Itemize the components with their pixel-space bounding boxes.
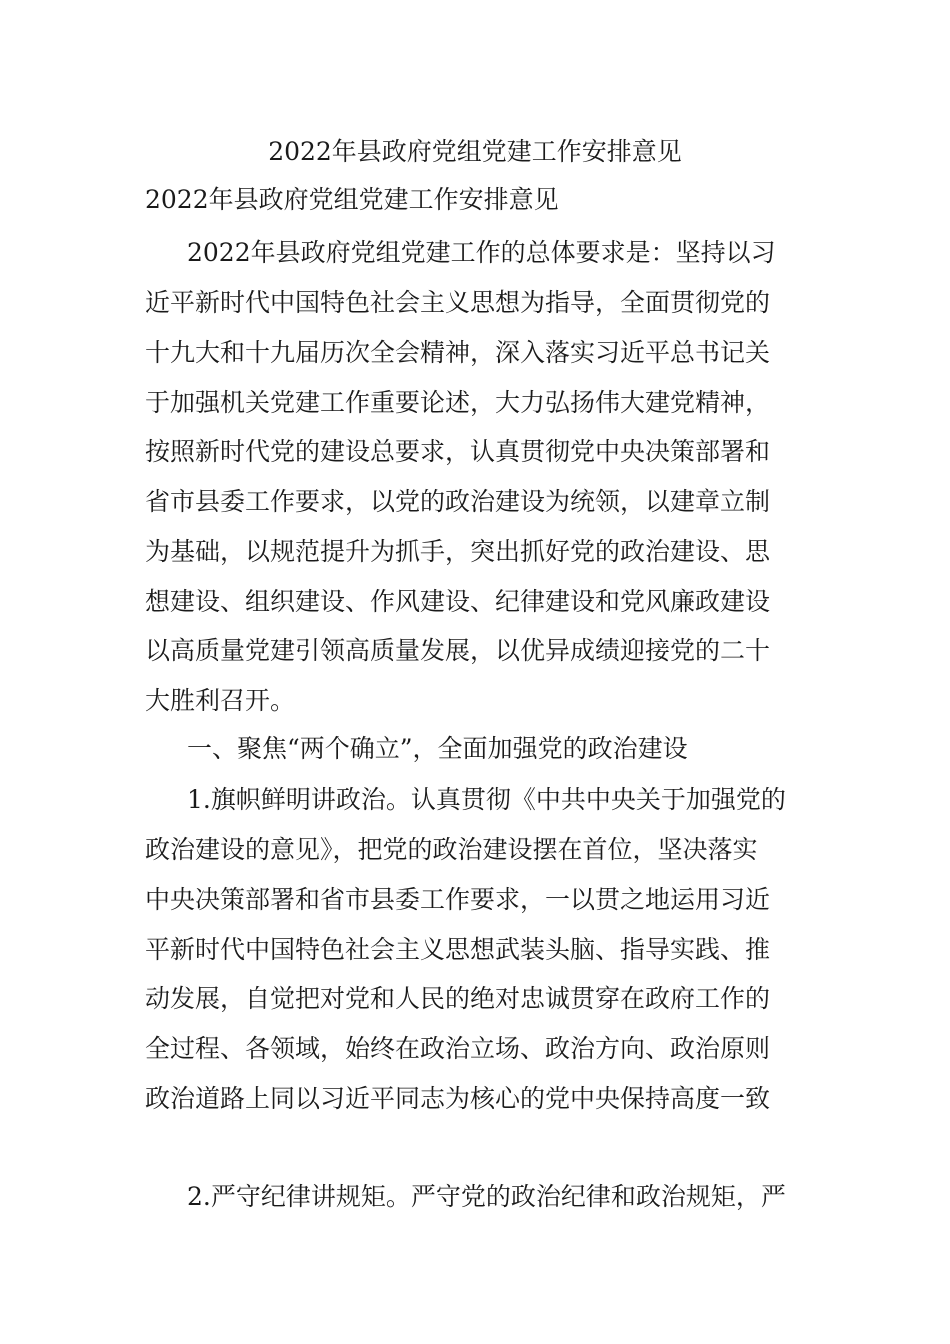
document-subtitle: 2022年县政府党组党建工作安排意见 xyxy=(145,185,559,214)
paragraph-line: 想建设、组织建设、作风建设、纪律建设和党风廉政建设 xyxy=(145,587,771,616)
paragraph-line: 近平新时代中国特色社会主义思想为指导，全面贯彻党的 xyxy=(145,288,771,317)
paragraph-line: 2022年县政府党组党建工作的总体要求是：坚持以习 xyxy=(187,238,776,267)
paragraph-line: 于加强机关党建工作重要论述，大力弘扬伟大建党精神， xyxy=(145,388,771,417)
paragraph-line: 全过程、各领域，始终在政治立场、政治方向、政治原则 xyxy=(145,1034,771,1063)
paragraph-line: 为基础，以规范提升为抓手，突出抓好党的政治建设、思 xyxy=(145,537,771,566)
paragraph-line: 平新时代中国特色社会主义思想武装头脑、指导实践、推 xyxy=(145,935,771,964)
paragraph-line: 以高质量党建引领高质量发展，以优异成绩迎接党的二十 xyxy=(145,636,771,665)
paragraph-line: 十九大和十九届历次全会精神，深入落实习近平总书记关 xyxy=(145,338,771,367)
paragraph-line: 中央决策部署和省市县委工作要求，一以贯之地运用习近 xyxy=(145,885,771,914)
paragraph-line: 政治建设的意见》，把党的政治建设摆在首位，坚决落实 xyxy=(145,835,758,864)
paragraph-line: 动发展，自觉把对党和人民的绝对忠诚贯穿在政府工作的 xyxy=(145,984,771,1013)
paragraph-line: 按照新时代党的建设总要求，认真贯彻党中央决策部署和 xyxy=(145,437,771,466)
section-heading: 一、聚焦“两个确立”，全面加强党的政治建设 xyxy=(187,734,688,763)
paragraph-line: 大胜利召开。 xyxy=(145,686,296,715)
paragraph-line: 政治道路上同以习近平同志为核心的党中央保持高度一致 xyxy=(145,1084,771,1113)
paragraph-line: 2.严守纪律讲规矩。严守党的政治纪律和政治规矩，严 xyxy=(187,1182,786,1211)
paragraph-line: 省市县委工作要求，以党的政治建设为统领，以建章立制 xyxy=(145,487,771,516)
document-title: 2022年县政府党组党建工作安排意见 xyxy=(268,137,682,166)
paragraph-line: 1.旗帜鲜明讲政治。认真贯彻《中共中央关于加强党的 xyxy=(187,785,786,814)
